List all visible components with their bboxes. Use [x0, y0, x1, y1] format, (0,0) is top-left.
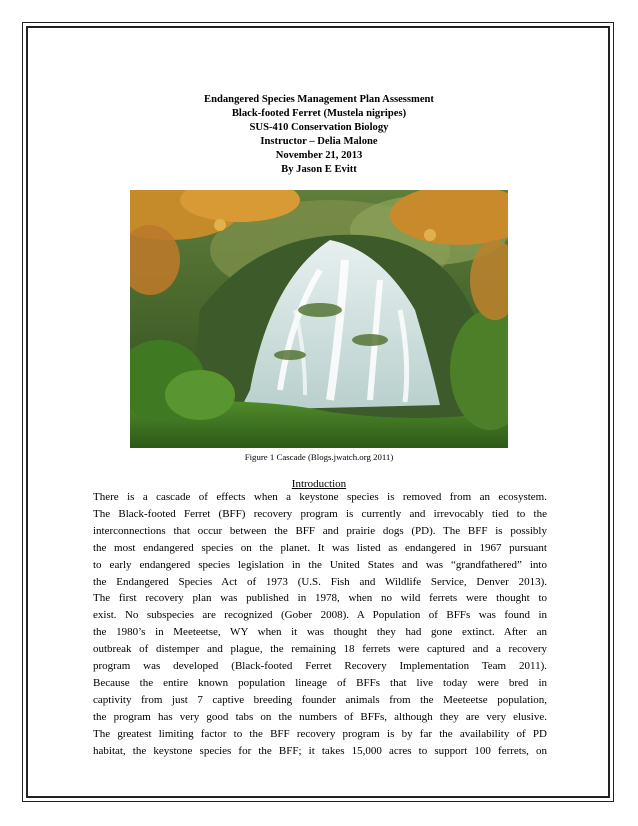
paragraph-line: interconnections that occur between the BFF and prairie dogs (PD). The BFF is possibly [93, 524, 547, 537]
paragraph-line: the Endangered Species Act of 1973 (U.S. Fish and Wildlife Service, Denver 2013). [93, 575, 547, 588]
header-author: By Jason E Evitt [281, 164, 357, 176]
paragraph-line: captivity from just 7 captive breeding founder animals from the Meeteetse population, [93, 693, 547, 706]
header-date: November 21, 2013 [275, 150, 363, 162]
paragraph-line: The Black-footed Ferret (BFF) recovery program is currently and irrevocably tied to the [93, 507, 547, 520]
paragraph-line: There is a cascade of effects when a keystone species is removed from an ecosystem. [93, 491, 547, 503]
waterfall-photo [130, 190, 508, 448]
paragraph-line: outbreak of distemper and plague, the remaining 18 ferrets were captured and a recovery [93, 643, 547, 656]
paragraph-line: The greatest limiting factor to the BFF recovery program is by far the availability of PD [93, 727, 547, 740]
paragraph-line: habitat, the keystone species for the BFF; it takes 15,000 acres to support 100 ferrets, on [93, 744, 547, 757]
header-subject: Black-footed Ferret (Mustela nigripes) [231, 108, 407, 120]
paragraph-line: program was developed (Black-footed Ferret Recovery Implementation Team 2011). [93, 660, 547, 673]
introduction-paragraph [93, 489, 547, 760]
header-instructor: Instructor – Delia Malone [260, 136, 378, 148]
paragraph-line: exist. No subspecies are recognized (Gober 2008). A Population of BFFs was found in [93, 609, 547, 622]
section-heading-introduction: Introduction [291, 478, 347, 490]
paragraph-line: The first recovery plan was published in 1978, when no wild ferrets were thought to [93, 592, 547, 605]
document-header [0, 93, 638, 178]
paragraph-line: the 1980’s in Meeteetse, WY when it was thought they had gone extinct. After an [93, 626, 547, 639]
header-course: SUS-410 Conservation Biology [249, 122, 389, 134]
paragraph-line: to early endangered species legislation in the United States and was “grandfathered” into [93, 558, 547, 571]
header-title: Endangered Species Management Plan Assessment [204, 94, 434, 105]
paragraph-line: the program has very good tabs on the numbers of BFFs, although they are very elusive. [93, 710, 547, 723]
paragraph-line: the most endangered species on the planet. It was listed as endangered in 1967 pursuant [93, 541, 547, 554]
figure-caption: Figure 1 Cascade (Blogs.jwatch.org 2011) [244, 452, 394, 462]
paragraph-line: Because the entire known population lineage of BFFs that live today were bred in [93, 676, 547, 689]
